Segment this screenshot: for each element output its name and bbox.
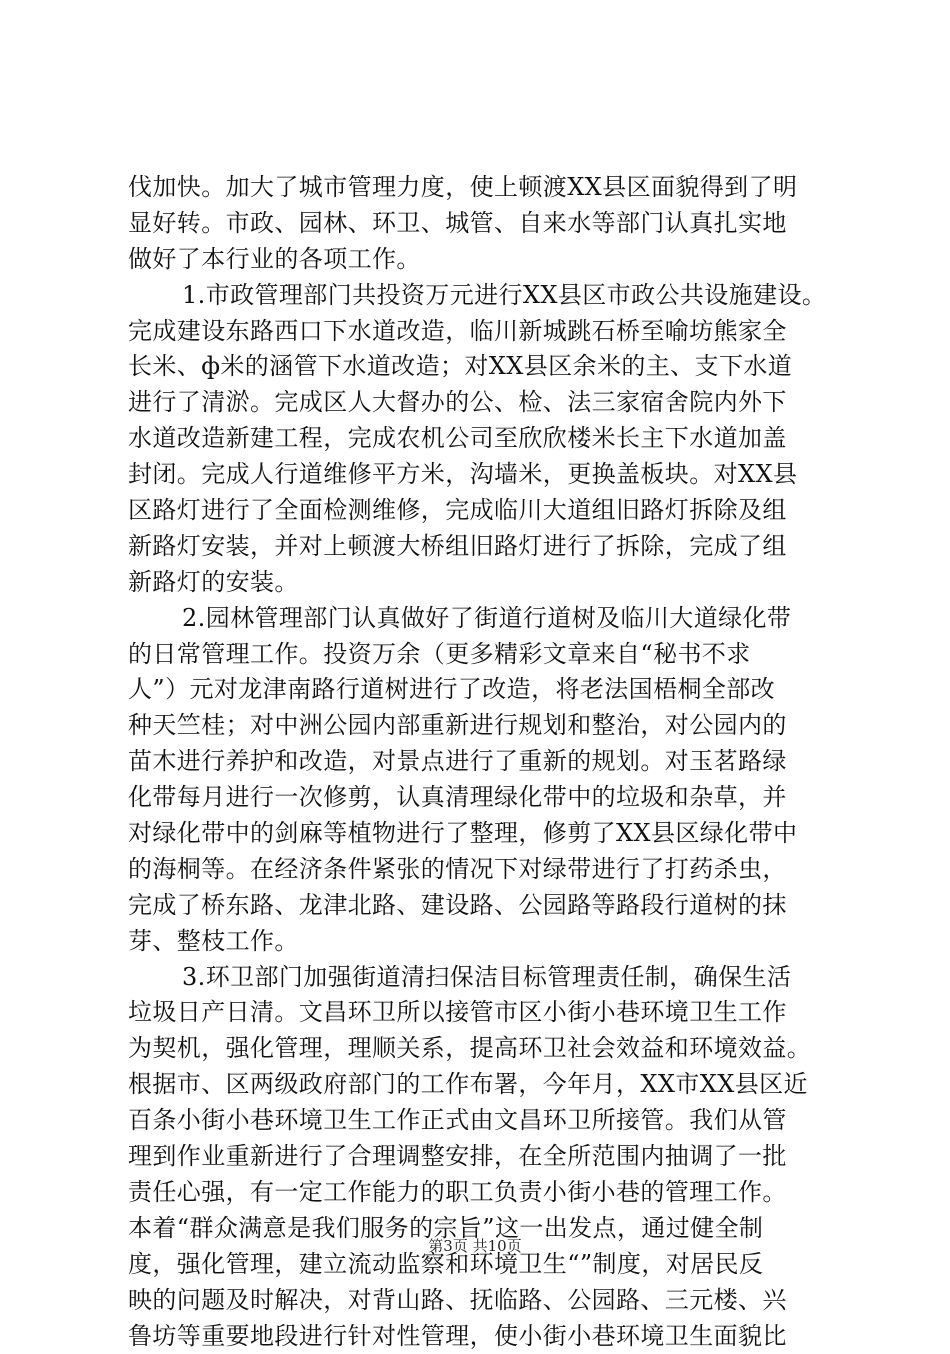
- text-line: 做好了本行业的各项工作。: [128, 242, 848, 278]
- text-line: 2.园林管理部门认真做好了街道行道树及临川大道绿化带: [128, 601, 848, 637]
- text-line: 长米、ф米的涵管下水道改造；对XX县区余米的主、支下水道: [128, 349, 848, 385]
- text-line: 鲁坊等重要地段进行针对性管理，使小街小巷环境卫生面貌比: [128, 1319, 848, 1354]
- text-line: 完成了桥东路、龙津北路、建设路、公园路等路段行道树的抹: [128, 888, 848, 924]
- text-line: 芽、整枝工作。: [128, 924, 848, 960]
- text-line: 百条小街小巷环境卫生工作正式由文昌环卫所接管。我们从管: [128, 1103, 848, 1139]
- text-line: 进行了清淤。完成区人大督办的公、检、法三家宿舍院内外下: [128, 385, 848, 421]
- text-line: 3.环卫部门加强街道清扫保洁目标管理责任制，确保生活: [128, 960, 848, 996]
- text-line: 根据市、区两级政府部门的工作布署，今年月，XX市XX县区近: [128, 1067, 848, 1103]
- text-line: 1.市政管理部门共投资万元进行XX县区市政公共设施建设。: [128, 278, 848, 314]
- text-line: 映的问题及时解决，对背山路、抚临路、公园路、三元楼、兴: [128, 1283, 848, 1319]
- text-line: 垃圾日产日清。文昌环卫所以接管市区小街小巷环境卫生工作: [128, 995, 848, 1031]
- text-line: 水道改造新建工程，完成农机公司至欣欣楼米长主下水道加盖: [128, 421, 848, 457]
- text-line: 新路灯的安装。: [128, 565, 848, 601]
- text-line: 苗木进行养护和改造，对景点进行了重新的规划。对玉茗路绿: [128, 744, 848, 780]
- text-line: 人”）元对龙津南路行道树进行了改造，将老法国梧桐全部改: [128, 672, 848, 708]
- text-line: 的海桐等。在经济条件紧张的情况下对绿带进行了打药杀虫，: [128, 852, 848, 888]
- text-line: 化带每月进行一次修剪，认真清理绿化带中的垃圾和杂草，并: [128, 780, 848, 816]
- document-body: [128, 170, 848, 1354]
- text-line: 种天竺桂；对中洲公园内部重新进行规划和整治，对公园内的: [128, 708, 848, 744]
- text-line: 对绿化带中的剑麻等植物进行了整理，修剪了XX县区绿化带中: [128, 816, 848, 852]
- text-line: 新路灯安装，并对上顿渡大桥组旧路灯进行了拆除，完成了组: [128, 529, 848, 565]
- text-line: 显好转。市政、园林、环卫、城管、自来水等部门认真扎实地: [128, 206, 848, 242]
- text-line: 封闭。完成人行道维修平方米，沟墙米，更换盖板块。对XX县: [128, 457, 848, 493]
- text-line: 度，强化管理，建立流动监察和环境卫生“”制度，对居民反: [128, 1247, 848, 1283]
- page-footer: 第3页 共10页: [0, 1236, 950, 1256]
- text-line: 理到作业重新进行了合理调整安排，在全所范围内抽调了一批: [128, 1139, 848, 1175]
- text-line: 区路灯进行了全面检测维修，完成临川大道组旧路灯拆除及组: [128, 493, 848, 529]
- text-line: 为契机，强化管理，理顺关系，提高环卫社会效益和环境效益。: [128, 1031, 848, 1067]
- text-line: 完成建设东路西口下水道改造，临川新城跳石桥至喻坊熊家全: [128, 314, 848, 350]
- text-line: 本着“群众满意是我们服务的宗旨”这一出发点，通过健全制: [128, 1211, 848, 1247]
- text-line: 责任心强，有一定工作能力的职工负责小街小巷的管理工作。: [128, 1175, 848, 1211]
- text-line: 伐加快。加大了城市管理力度，使上顿渡XX县区面貌得到了明: [128, 170, 848, 206]
- text-line: 的日常管理工作。投资万余（更多精彩文章来自“秘书不求: [128, 637, 848, 673]
